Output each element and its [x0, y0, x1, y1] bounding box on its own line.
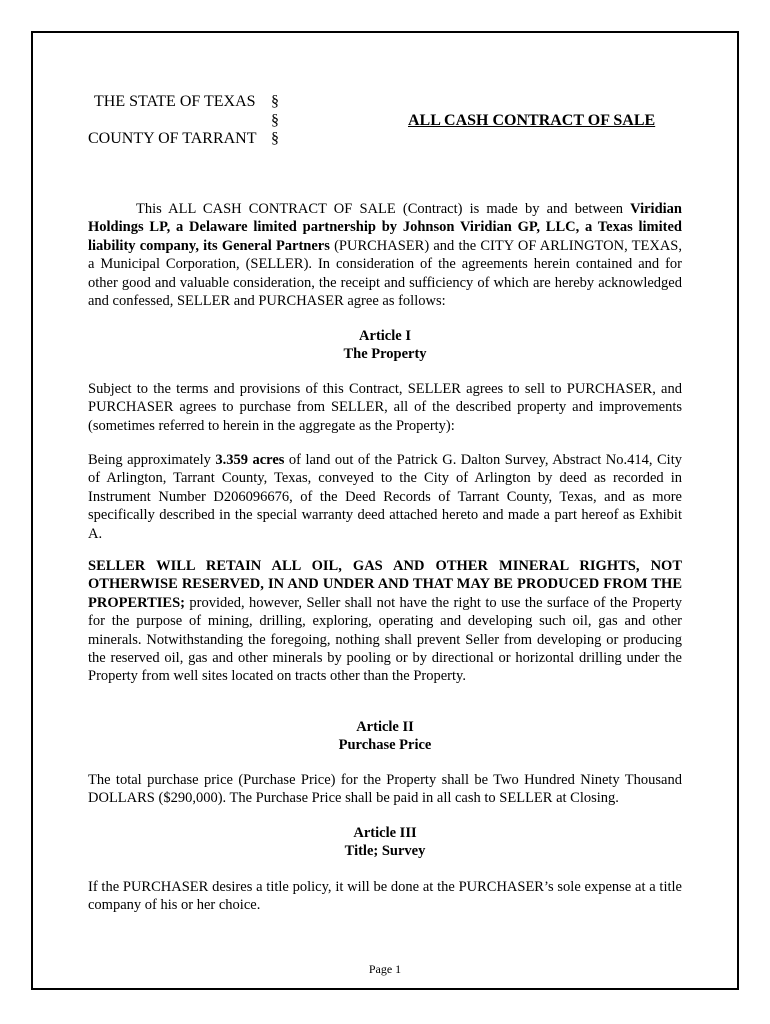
property-text-cont: of land out of the Patrick G. Dalton Survey, Abstract No.414, City of Arlington, Tarrant County, Texas, conveyed to the City of Arlington by deed as recorded in Instrument Number D206096676, of the Deed Records of Tarrant County, Texas, and as more specifically described in the special warranty deed attached hereto and made a part hereof as Exhibit A. [88, 452, 682, 542]
article-2-heading [88, 718, 682, 755]
case-caption [88, 93, 682, 153]
section-symbol: § [271, 130, 279, 147]
article-title: Title; Survey [344, 843, 426, 860]
section-symbol: § [271, 93, 279, 110]
article-3-paragraph-1: If the PURCHASER desires a title policy, it will be done at the PURCHASER’s sole expense at a title company of his or her choice. [88, 879, 682, 914]
article-title: The Property [343, 346, 427, 363]
section-symbol: § [271, 112, 279, 129]
intro-text: This ALL CASH CONTRACT OF SALE (Contract) is made by and between [136, 201, 631, 217]
property-text: Being approximately [88, 452, 216, 468]
page-number: Page 1 [368, 962, 402, 976]
article-3-heading [88, 824, 682, 861]
intro-paragraph [88, 200, 682, 310]
document-title: ALL CASH CONTRACT OF SALE [408, 112, 656, 129]
article-number: Article III [353, 825, 417, 841]
mineral-rights-text: provided, however, Seller shall not have the right to use the surface of the Property for the purpose of mining, drilling, exploring, operating and developing such oil, gas and other minerals. Notwithstanding the foregoing, nothing shall prevent Seller from developing or producing the reserved oil, gas and other minerals by pooling or by directional or horizontal drilling under the Property from well sites located on tracts other than the Property. [88, 594, 682, 685]
mineral-rights-reservation: SELLER WILL RETAIN ALL OIL, GAS AND OTHER MINERAL RIGHTS, NOT OTHERWISE RESERVED, IN AND UNDER AND THAT MAY BE PRODUCED FROM THE PROPERTIES; [88, 558, 682, 611]
purchaser-name: Viridian Holdings LP, a Delaware limited partnership by Johnson Viridian GP, LLC, a Texas limited liability company, its General Partners [88, 201, 682, 254]
article-1-paragraph-3 [88, 557, 682, 686]
article-2-paragraph-1: The total purchase price (Purchase Price) for the Property shall be Two Hundred Ninety Thousand DOLLARS ($290,000). The Purchase Price shall be paid in all cash to SELLER at Closing. [88, 772, 682, 807]
acreage: 3.359 acres [215, 452, 285, 468]
caption-county: COUNTY OF TARRANT [88, 130, 257, 147]
caption-state: THE STATE OF TEXAS [94, 93, 256, 110]
article-1-paragraph-2 [88, 451, 682, 543]
intro-text-cont: (PURCHASER) and the CITY OF ARLINGTON, TEXAS, a Municipal Corporation, (SELLER). In consideration of the agreements herein contained and for other good and valuable consideration, the receipt and sufficiency of which are hereby acknowledged and confessed, SELLER and PURCHASER agree as follows: [88, 237, 682, 310]
article-title: Purchase Price [338, 737, 432, 754]
article-number: Article II [356, 719, 414, 735]
article-1-paragraph-1: Subject to the terms and provisions of this Contract, SELLER agrees to sell to PURCHASER, and PURCHASER agrees to purchase from SELLER, all of the described property and improvements (sometimes referred to herein in the aggregate as the Property): [88, 381, 682, 434]
article-1-heading [88, 327, 682, 364]
article-number: Article I [359, 328, 411, 344]
